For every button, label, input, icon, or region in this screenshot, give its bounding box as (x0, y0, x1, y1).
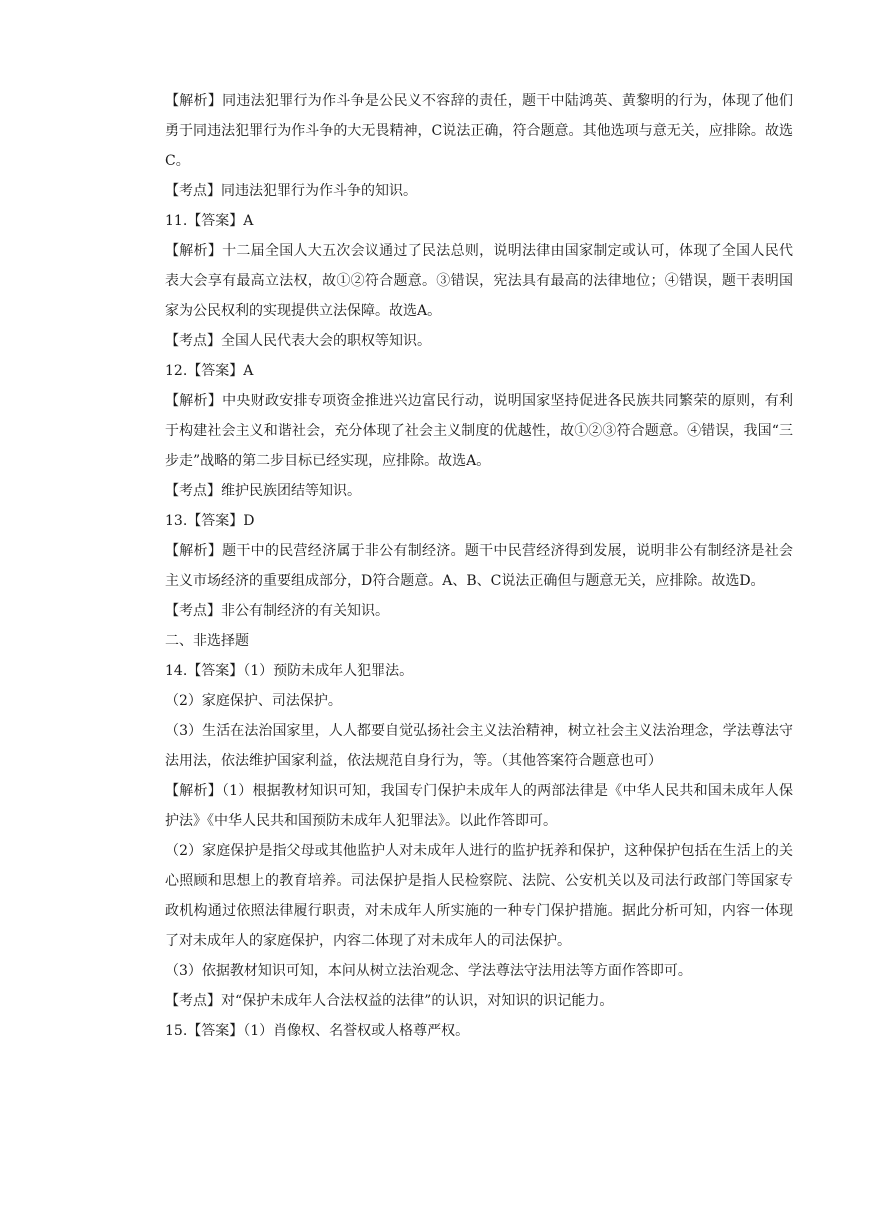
key-point-q11: 【考点】全国人民代表大会的职权等知识。 (165, 333, 431, 349)
answer-q15-part1: 15.【答案】（1）肖像权、名誉权或人格尊严权。 (165, 1023, 470, 1039)
document-body (165, 86, 793, 1046)
key-point-q14: 【考点】对“保护未成年人合法权益的法律”的认识，对知识的识记能力。 (165, 993, 614, 1009)
answer-q14-part1: 14.【答案】（1）预防未成年人犯罪法。 (165, 663, 414, 679)
key-point-q13: 【考点】非公有制经济的有关知识。 (165, 603, 389, 619)
section-heading-non-choice: 二、非选择题 (165, 633, 249, 649)
analysis-q12: 【解析】中央财政安排专项资金推进兴边富民行动，说明国家坚持促进各民族共同繁荣的原则，有利于构建社会主义和谐社会，充分体现了社会主义制度的优越性，故①②③符合题意。④错误，我国“三步走”战略的第二步目标已经实现，应排除。故选A。 (165, 393, 793, 469)
analysis-q11: 【解析】十二届全国人大五次会议通过了民法总则，说明法律由国家制定或认可，体现了全国人民代表大会享有最高立法权，故①②符合题意。③错误，宪法具有最高的法律地位；④错误，题干表明国家为公民权利的实现提供立法保障。故选A。 (165, 243, 793, 319)
analysis-q14-part2: （2）家庭保护是指父母或其他监护人对未成年人进行的监护抚养和保护，这种保护包括在生活上的关心照顾和思想上的教育培养。司法保护是指人民检察院、法院、公安机关以及司法行政部门等国家专政机构通过依照法律履行职责，对未成年人所实施的一种专门保护措施。据此分析可知，内容一体现了对未成年人的家庭保护，内容二体现了对未成年人的司法保护。 (165, 843, 793, 949)
answer-q14-part2: （2）家庭保护、司法保护。 (165, 693, 342, 709)
answer-q11: 11.【答案】A (165, 213, 254, 229)
key-point-q12: 【考点】维护民族团结等知识。 (165, 483, 361, 499)
analysis-q10: 【解析】同违法犯罪行为作斗争是公民义不容辞的责任，题干中陆鸿英、黄黎明的行为，体现了他们勇于同违法犯罪行为作斗争的大无畏精神，C说法正确，符合题意。其他选项与意无关，应排除。故选C。 (165, 93, 793, 169)
key-point-q10: 【考点】同违法犯罪行为作斗争的知识。 (165, 183, 417, 199)
analysis-q14-part3: （3）依据教材知识可知，本问从树立法治观念、学法尊法守法用法等方面作答即可。 (165, 963, 692, 979)
answer-q14-part3: （3）生活在法治国家里，人人都要自觉弘扬社会主义法治精神，树立社会主义法治理念，学法尊法守法用法，依法维护国家利益，依法规范自身行为，等。（其他答案符合题意也可） (165, 723, 793, 769)
answer-q13: 13.【答案】D (165, 513, 255, 529)
analysis-q13: 【解析】题干中的民营经济属于非公有制经济。题干中民营经济得到发展，说明非公有制经济是社会主义市场经济的重要组成部分，D符合题意。A、B、C说法正确但与题意无关，应排除。故选D。 (165, 543, 793, 589)
answer-q12: 12.【答案】A (165, 363, 254, 379)
analysis-q14-part1: 【解析】（1）根据教材知识可知，我国专门保护未成年人的两部法律是《中华人民共和国未成年人保护法》《中华人民共和国预防未成年人犯罪法》。以此作答即可。 (165, 783, 793, 829)
